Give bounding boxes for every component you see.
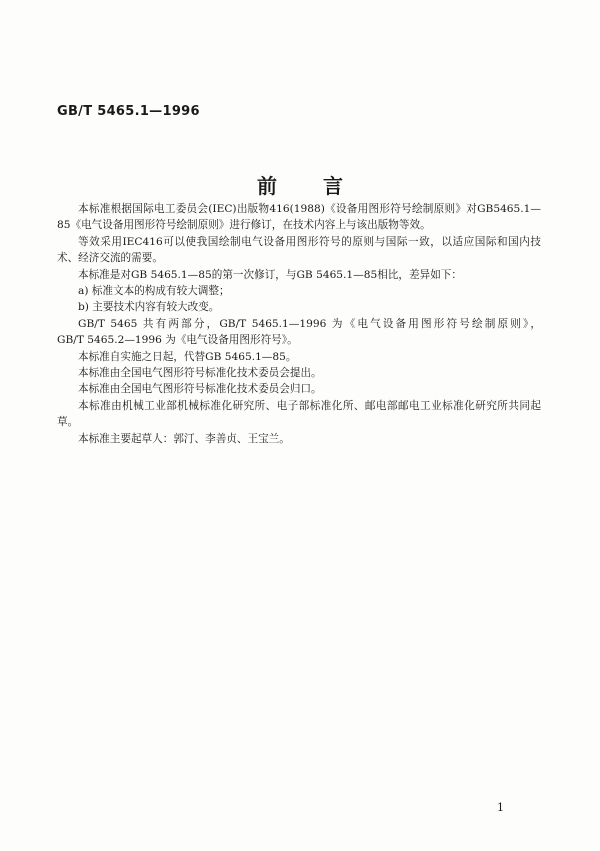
title-char-1: 前 [257, 174, 277, 198]
paragraph: 本标准是对GB 5465.1—85的第一次修订，与GB 5465.1—85相比，差异如下： [78, 268, 462, 281]
paragraph: GB/T 5465.2—1996 为《电气设备用图形符号》。 [57, 334, 298, 347]
paragraph: 本标准由全国电气图形符号标准化技术委员会提出。 [78, 367, 322, 380]
standard-code: GB/T 5465.1—1996 [57, 104, 200, 119]
paragraph: 本标准自实施之日起，代替GB 5465.1—85。 [78, 350, 297, 363]
list-item: a) 标准文本的构成有较大调整； [78, 285, 230, 298]
paragraph: 本标准由机械工业部机械标准化研究所、电子部标准化所、邮电部邮电工业标准化研究所共同起草。 [57, 399, 541, 429]
paragraph: 等效采用IEC416可以使我国绘制电气设备用图形符号的原则与国际一致，以适应国际和国内技术、经济交流的需要。 [57, 235, 541, 265]
paragraph: 本标准由全国电气图形符号标准化技术委员会归口。 [78, 383, 322, 396]
page-number: 1 [497, 801, 504, 814]
title-char-2: 言 [323, 174, 343, 198]
list-item: b) 主要技术内容有较大改变。 [78, 301, 220, 314]
page-title [0, 170, 600, 199]
foreword-body [57, 201, 541, 447]
paragraph: 本标准根据国际电工委员会(IEC)出版物416(1988)《设备用图形符号绘制原则》对GB5465.1—85《电气设备用图形符号绘制原则》进行修订，在技术内容上与该出版物等效。 [57, 203, 541, 232]
paragraph: GB/T 5465 共有两部分，GB/T 5465.1—1996 为《电气设备用图形符号绘制原则》， [78, 317, 541, 330]
paragraph: 本标准主要起草人：郭汀、李善贞、王宝兰。 [78, 432, 290, 445]
